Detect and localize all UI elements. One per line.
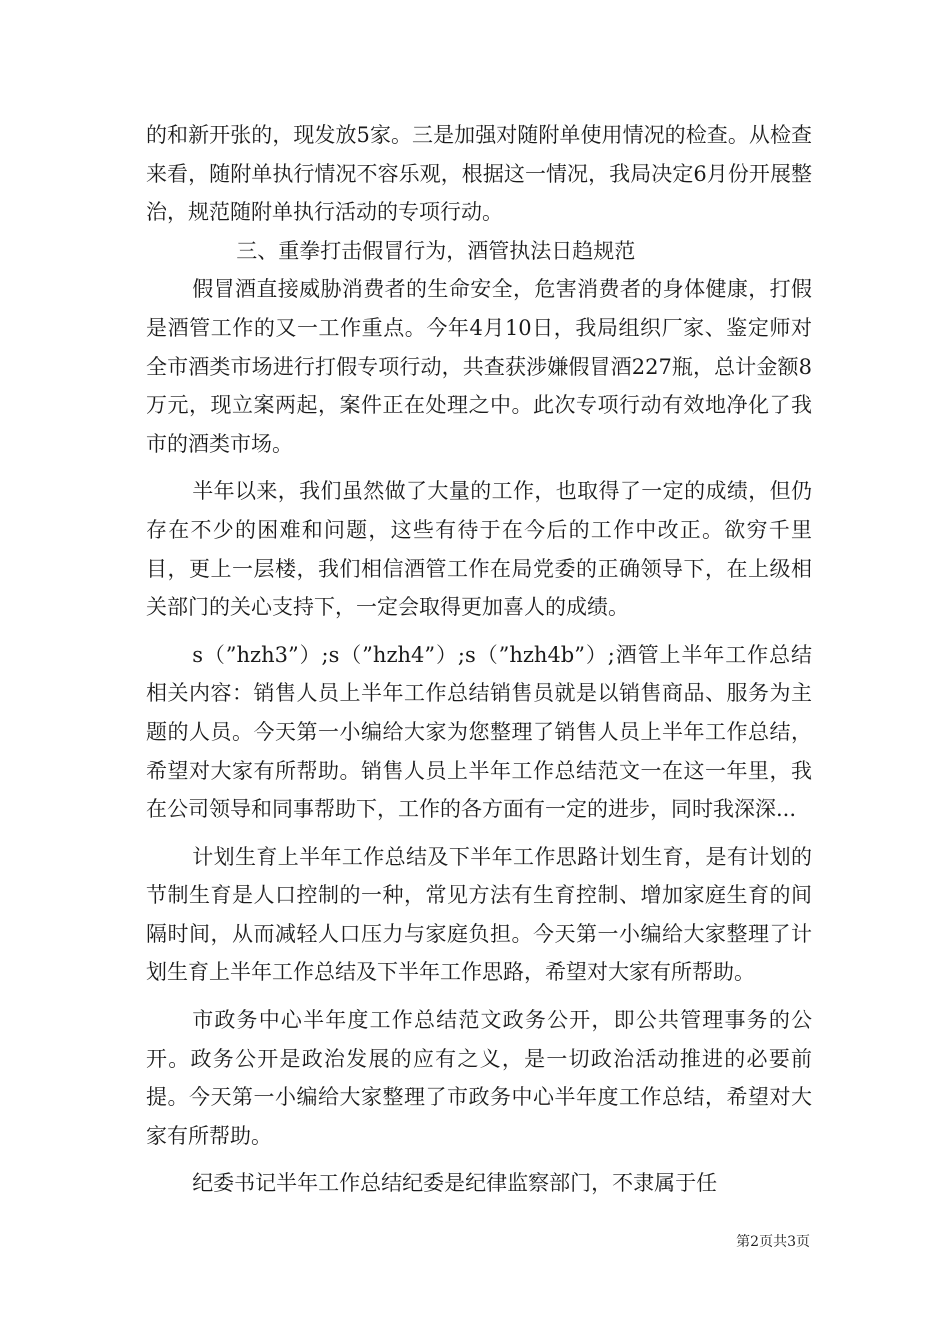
paragraph-related-discipline: 纪委书记半年工作总结纪委是纪律监察部门，不隶属于任 — [192, 1171, 718, 1196]
paragraph-summary: 半年以来，我们虽然做了大量的工作，也取得了一定的成绩，但仍存在不少的困难和问题，这些有待于在今后的工作中改正。欲穷千里目，更上一层楼，我们相信酒管工作在局党委的正确领导下，在上级相关部门的关心支持下，一定会取得更加喜人的成绩。 — [146, 479, 812, 620]
document-body — [146, 116, 812, 1203]
paragraph-related-family-planning: 计划生育上半年工作总结及下半年工作思路计划生育，是有计划的节制生育是人口控制的一种，常见方法有生育控制、增加家庭生育的间隔时间，从而减轻人口压力与家庭负担。今天第一小编给大家整理了计划生育上半年工作总结及下半年工作思路，希望对大家有所帮助。 — [146, 844, 812, 985]
paragraph-counterfeit: 假冒酒直接威胁消费者的生命安全，危害消费者的身体健康，打假是酒管工作的又一工作重点。今年4月10日，我局组织厂家、鉴定师对全市酒类市场进行打假专项行动，共查获涉嫌假冒酒227瓶，总计金额8万元，现立案两起，案件正在处理之中。此次专项行动有效地净化了我市的酒类市场。 — [146, 277, 812, 456]
page-number: 第2页共3页 — [736, 1234, 810, 1250]
paragraph-related-government-center: 市政务中心半年度工作总结范文政务公开，即公共管理事务的公开。政务公开是政治发展的应有之义，是一切政治活动推进的必要前提。今天第一小编给大家整理了市政务中心半年度工作总结，希望对大家有所帮助。 — [146, 1008, 812, 1148]
paragraph-related-sales: s（”hzh3”）;s（”hzh4”）;s（”hzh4b”）;酒管上半年工作总结相关内容：销售人员上半年工作总结销售员就是以销售商品、服务为主题的人员。今天第一小编给大家为您整理了销售人员上半年工作总结，希望对大家有所帮助。销售人员上半年工作总结范文一在这一年里，我在公司领导和同事帮助下，工作的各方面有一定的进步，同时我深深... — [146, 642, 812, 822]
section-heading: 三、重拳打击假冒行为，酒管执法日趋规范 — [236, 238, 636, 263]
paragraph-continuation: 的和新开张的，现发放5家。三是加强对随附单使用情况的检查。从检查来看，随附单执行情况不容乐观，根据这一情况，我局决定6月份开展整治，规范随附单执行活动的专项行动。 — [146, 123, 812, 225]
